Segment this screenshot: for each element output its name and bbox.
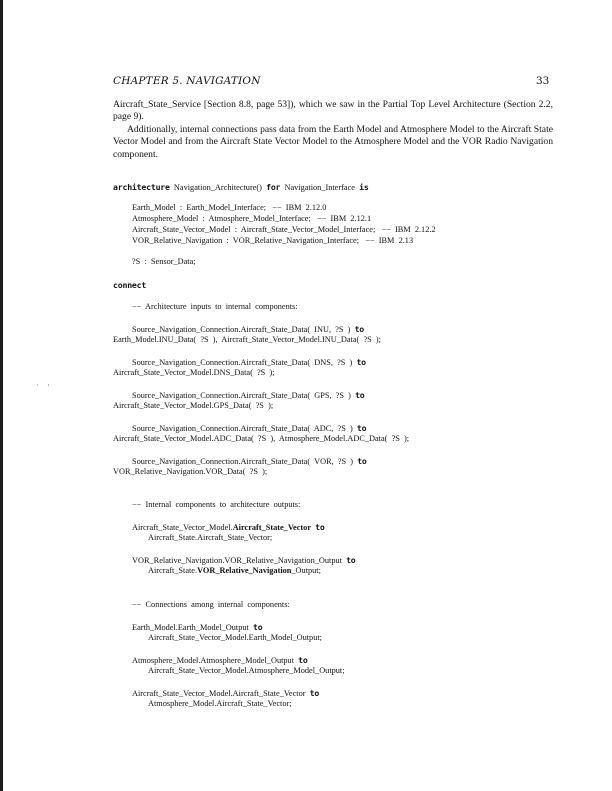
paragraph-1: Aircraft_State_Service [Section 8.8, page 53]), which we saw in the Partial Top Level Architecture (Section 2.2, page 9). [113,99,553,123]
keyword-connect: connect [113,280,147,290]
stmt-output-2-target: Aircraft_State.VOR_Relative_Navigation_Output; [148,566,321,575]
stmt-output-1-source: Aircraft_State_Vector_Model.Aircraft_State_Vector to [132,522,325,532]
keyword-to: to [355,390,365,400]
architecture-line: architecture Navigation_Architecture() for Navigation_Interface is [113,182,369,192]
stmt-vor-source: Source_Navigation_Connection.Aircraft_State_Data( VOR, ?S ) to [132,456,367,466]
comment-architecture-outputs: −− Internal components to architecture outputs: [132,500,301,509]
stmt-internal-1-source: Earth_Model.Earth_Model_Output to [132,622,263,632]
keyword-to: to [346,555,356,565]
stmt-internal-2-source: Atmosphere_Model.Atmosphere_Model_Output to [132,655,308,665]
decl-sensor-data: ?S : Sensor_Data; [132,257,196,266]
stmt-gps-target: Aircraft_State_Vector_Model.GPS_Data( ?S ); [113,401,274,410]
page-number: 33 [536,75,550,87]
stmt-dns-target: Aircraft_State_Vector_Model.DNS_Data( ?S ); [113,368,275,377]
keyword-for: for [266,182,281,192]
stmt-output-1-target: Aircraft_State.Aircraft_State_Vector; [148,533,273,542]
stmt-internal-1-target: Aircraft_State_Vector_Model.Earth_Model_Output; [148,633,322,642]
keyword-to: to [252,622,263,632]
stmt-gps-source: Source_Navigation_Connection.Aircraft_State_Data( GPS, ?S ) to [132,390,365,400]
stmt-inu-source: Source_Navigation_Connection.Aircraft_State_Data( INU, ?S ) to [132,324,365,334]
stmt-adc-target: Aircraft_State_Vector_Model.ADC_Data( ?S ), Atmosphere_Model.ADC_Data( ?S ); [113,434,410,443]
comment-architecture-inputs: −− Architecture inputs to internal components: [132,302,298,311]
keyword-to: to [357,456,367,466]
stmt-output-2-source: VOR_Relative_Navigation.VOR_Relative_Navigation_Output to [132,555,356,565]
comment-internal-connections: −− Connections among internal components: [132,600,290,609]
decl-aircraft-state-vector-model: Aircraft_State_Vector_Model : Aircraft_State_Vector_Model_Interface; −− IBM 2.12.2 [132,225,436,234]
stmt-internal-3-target: Atmosphere_Model.Aircraft_State_Vector; [148,699,292,708]
stmt-internal-2-target: Aircraft_State_Vector_Model.Atmosphere_Model_Output; [148,666,345,675]
decl-atmosphere-model: Atmosphere_Model : Atmosphere_Model_Interface; −− IBM 2.12.1 [132,214,372,223]
stmt-inu-target: Earth_Model.INU_Data( ?S ), Aircraft_State_Vector_Model.INU_Data( ?S ); [113,335,381,344]
running-header: CHAPTER 5. NAVIGATION [113,75,261,87]
decl-earth-model: Earth_Model : Earth_Model_Interface; −− IBM 2.12.0 [132,203,327,212]
keyword-to: to [354,324,365,334]
keyword-to: to [298,655,308,665]
stmt-internal-3-source: Aircraft_State_Vector_Model.Aircraft_State_Vector to [132,688,320,698]
keyword-architecture: architecture [113,182,170,192]
keyword-to: to [356,357,366,367]
scan-artifact: · · [36,381,53,390]
keyword-to: to [315,522,325,532]
keyword-to: to [356,423,367,433]
connect-line [113,280,146,291]
stmt-vor-target: VOR_Relative_Navigation.VOR_Data( ?S ); [113,467,268,476]
keyword-is: is [359,182,369,192]
paragraph-2: Additionally, internal connections pass data from the Earth Model and Atmosphere Model to the Aircraft State Vector Model and from the Aircraft State Vector Model to the Atmosphere Model and the VOR Radio Navigation component. [113,124,553,160]
stmt-adc-source: Source_Navigation_Connection.Aircraft_State_Data( ADC, ?S ) to [132,423,367,433]
page-edge [0,0,3,791]
stmt-dns-source: Source_Navigation_Connection.Aircraft_State_Data( DNS, ?S ) to [132,357,366,367]
keyword-to: to [309,688,320,698]
decl-vor-relative-navigation: VOR_Relative_Navigation : VOR_Relative_Navigation_Interface; −− IBM 2.13 [132,236,414,245]
